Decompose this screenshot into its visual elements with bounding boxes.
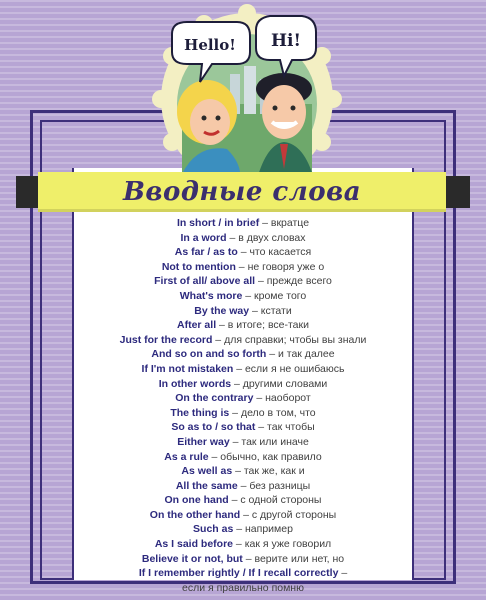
phrase-english: Either way	[177, 435, 230, 448]
phrase-english: On the contrary	[175, 392, 254, 405]
phrase-russian: – дело в том, что	[229, 406, 316, 419]
phrase-english: By the way	[194, 304, 250, 317]
phrase-row	[72, 552, 414, 567]
phrase-english: Not to mention	[161, 260, 236, 273]
phrase-russian: – наоборот	[253, 392, 311, 405]
phrase-english: Believe it or not, but	[141, 552, 243, 565]
phrase-english: In other words	[158, 377, 232, 390]
phrase-russian: – в итоге; все-таки	[216, 319, 309, 332]
phrase-row	[72, 566, 414, 581]
page-title: Вводные слова	[122, 177, 362, 207]
phrase-row	[72, 537, 414, 552]
phrase-russian: – так или иначе	[229, 435, 309, 448]
phrase-row	[72, 464, 414, 479]
phrase-english: If I'm not mistaken	[141, 362, 234, 375]
phrase-row	[72, 493, 414, 508]
phrase-russian: – как я уже говорил	[233, 538, 332, 551]
phrase-english: On the other hand	[149, 508, 241, 521]
phrase-english: After all	[177, 319, 217, 332]
phrase-russian: – что касается	[237, 246, 312, 259]
phrase-row	[72, 260, 414, 275]
phrase-row	[72, 522, 414, 537]
title-ribbon	[38, 172, 446, 212]
phrase-row	[72, 304, 414, 319]
bubble-hi-text: Hi!	[271, 31, 301, 51]
phrase-english: In short / in brief	[176, 217, 260, 229]
phrase-russian: – верите или нет, но	[242, 552, 345, 565]
phrase-row	[72, 391, 414, 406]
phrase-english: As far / as to	[174, 246, 238, 259]
phrase-continuation: если я правильно помню	[182, 581, 304, 594]
phrase-row	[72, 377, 414, 392]
phrase-row	[72, 450, 414, 465]
phrase-russian: – с одной стороны	[228, 494, 322, 507]
phrase-russian: – так же, как и	[232, 465, 305, 478]
phrase-russian: – в двух словах	[226, 231, 306, 244]
phrase-row	[72, 420, 414, 435]
phrase-english: In a word	[180, 231, 227, 244]
phrase-row	[72, 289, 414, 304]
phrase-english: All the same	[175, 479, 238, 492]
phrase-russian: – для справки; чтобы вы знали	[212, 333, 367, 346]
phrase-russian: – так чтобы	[255, 421, 315, 434]
phrase-russian: – например	[233, 523, 293, 536]
phrase-row	[72, 435, 414, 450]
phrase-english: First of all/ above all	[154, 275, 256, 288]
phrase-russian: – если я не ошибаюсь	[233, 362, 345, 375]
phrase-russian: – с другой стороны	[240, 508, 337, 521]
phrase-english: As a rule	[164, 450, 209, 463]
phrase-english: On one hand	[164, 494, 229, 507]
phrase-english: The thing is	[170, 406, 230, 419]
phrase-russian: – без разницы	[237, 479, 311, 492]
phrase-english: So as to / so that	[171, 421, 256, 434]
phrase-row	[72, 274, 414, 289]
phrase-row	[72, 479, 414, 494]
phrase-row	[72, 245, 414, 260]
phrase-english: Such as	[193, 523, 234, 536]
phrase-russian: – прежде всего	[255, 275, 332, 288]
phrase-row	[72, 347, 414, 362]
phrase-row	[72, 333, 414, 348]
phrase-row	[72, 362, 414, 377]
phrase-russian: – другими словами	[231, 377, 328, 390]
bubble-hello-text: Hello!	[184, 36, 236, 54]
phrase-russian: – обычно, как правило	[208, 450, 322, 463]
phrase-russian: – и так далее	[266, 348, 335, 361]
phrase-list	[72, 216, 414, 595]
phrase-russian: – кстати	[249, 304, 292, 317]
phrase-russian: –	[338, 567, 348, 580]
comic-badge-illustration	[152, 4, 342, 194]
phrase-row	[72, 216, 414, 231]
phrase-english: As I said before	[154, 538, 234, 551]
phrase-row	[72, 231, 414, 246]
phrase-russian: – не говоря уже о	[235, 260, 325, 273]
phrase-english: And so on and so forth	[151, 348, 267, 361]
ribbon-right-end	[444, 176, 470, 208]
phrase-russian: – вкратце	[259, 217, 310, 229]
phrase-russian: – кроме того	[242, 289, 307, 302]
phrase-english: Just for the record	[119, 333, 213, 346]
phrase-row	[72, 318, 414, 333]
phrase-row	[72, 406, 414, 421]
phrase-english: As well as	[181, 465, 233, 478]
phrase-row	[72, 508, 414, 523]
phrase-english: If I remember rightly / If I recall correctly	[138, 567, 339, 580]
phrase-english: What's more	[179, 289, 243, 302]
